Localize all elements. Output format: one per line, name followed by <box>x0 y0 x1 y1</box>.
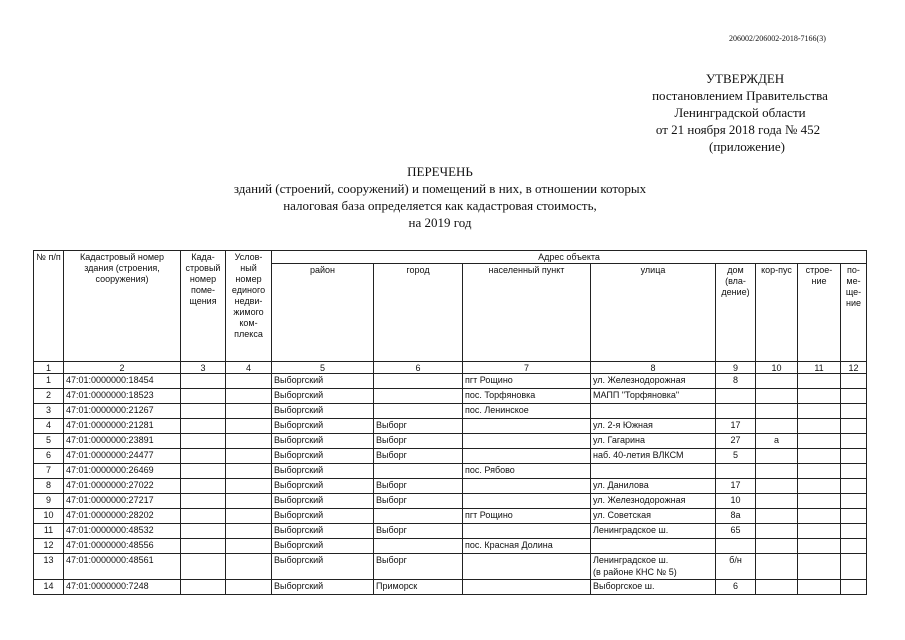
cell-korpus <box>756 524 798 539</box>
column-number: 4 <box>226 362 272 374</box>
cell-room <box>181 539 226 554</box>
cell-street: Выборгское ш. <box>591 580 716 595</box>
approval-block <box>620 70 850 155</box>
cell-district: Выборгский <box>272 374 374 389</box>
cell-district: Выборгский <box>272 554 374 580</box>
cell-stroenie <box>798 509 841 524</box>
cell-cadastral: 47:01:0000000:26469 <box>64 464 181 479</box>
cell-street: ул. Железнодорожная <box>591 374 716 389</box>
cell-street: Ленинградское ш. <box>591 524 716 539</box>
cell-conditional <box>226 419 272 434</box>
cell-pomeshchenie <box>841 494 867 509</box>
title-line: ПЕРЕЧЕНЬ <box>407 164 473 179</box>
cell-korpus <box>756 554 798 580</box>
cell-pomeshchenie <box>841 434 867 449</box>
cell-pomeshchenie <box>841 509 867 524</box>
cell-district: Выборгский <box>272 539 374 554</box>
cell-korpus <box>756 539 798 554</box>
cell-conditional <box>226 580 272 595</box>
approval-line: постановлением Правительства <box>652 88 828 103</box>
cell-stroenie <box>798 449 841 464</box>
cell-num: 13 <box>34 554 64 580</box>
approval-line: (приложение) <box>708 139 785 154</box>
cell-settlement: пос. Торфяновка <box>463 389 591 404</box>
cell-room <box>181 524 226 539</box>
cell-stroenie <box>798 479 841 494</box>
cell-room <box>181 449 226 464</box>
cell-house <box>716 389 756 404</box>
cell-num: 10 <box>34 509 64 524</box>
cell-num: 8 <box>34 479 64 494</box>
table-row <box>34 374 867 389</box>
cell-house: 65 <box>716 524 756 539</box>
street-line-note: (в районе КНС № 5) <box>593 567 677 577</box>
cell-street <box>591 404 716 419</box>
cell-pomeshchenie <box>841 449 867 464</box>
cell-korpus <box>756 404 798 419</box>
cell-num: 11 <box>34 524 64 539</box>
cell-district: Выборгский <box>272 389 374 404</box>
cell-conditional <box>226 434 272 449</box>
cell-district: Выборгский <box>272 509 374 524</box>
cell-city <box>374 374 463 389</box>
cell-room <box>181 464 226 479</box>
header-cadastral-building: Кадастровый номер здания (строения, сооружения) <box>64 251 181 362</box>
cell-cadastral: 47:01:0000000:18523 <box>64 389 181 404</box>
cell-district: Выборгский <box>272 524 374 539</box>
cell-cadastral: 47:01:0000000:48532 <box>64 524 181 539</box>
cell-settlement: пгт Рощино <box>463 374 591 389</box>
cell-stroenie <box>798 374 841 389</box>
cell-conditional <box>226 524 272 539</box>
cell-room <box>181 389 226 404</box>
cell-conditional <box>226 539 272 554</box>
table-row <box>34 419 867 434</box>
cell-cadastral: 47:01:0000000:48561 <box>64 554 181 580</box>
cell-city <box>374 404 463 419</box>
cell-settlement: пос. Ленинское <box>463 404 591 419</box>
cell-stroenie <box>798 404 841 419</box>
table-row <box>34 404 867 419</box>
cell-pomeshchenie <box>841 479 867 494</box>
cell-room <box>181 580 226 595</box>
column-number: 12 <box>841 362 867 374</box>
cell-num: 3 <box>34 404 64 419</box>
table-row <box>34 389 867 404</box>
cell-conditional <box>226 554 272 580</box>
cell-num: 4 <box>34 419 64 434</box>
cell-korpus <box>756 580 798 595</box>
cell-city: Выборг <box>374 419 463 434</box>
cell-settlement <box>463 419 591 434</box>
cell-conditional <box>226 389 272 404</box>
table-row <box>34 479 867 494</box>
cell-settlement: пос. Красная Долина <box>463 539 591 554</box>
cell-pomeshchenie <box>841 539 867 554</box>
table-row <box>34 580 867 595</box>
cell-stroenie <box>798 524 841 539</box>
cell-korpus <box>756 479 798 494</box>
cell-settlement: пос. Рябово <box>463 464 591 479</box>
column-number: 7 <box>463 362 591 374</box>
table-row <box>34 434 867 449</box>
header-stroenie: строе-ние <box>798 264 841 362</box>
cell-city: Выборг <box>374 449 463 464</box>
cell-house: 6 <box>716 580 756 595</box>
cell-house: б/н <box>716 554 756 580</box>
cell-house: 10 <box>716 494 756 509</box>
table-row <box>34 539 867 554</box>
cell-room <box>181 554 226 580</box>
title-line: зданий (строений, сооружений) и помещений в них, в отношении которых <box>233 181 647 196</box>
cell-stroenie <box>798 494 841 509</box>
cell-district: Выборгский <box>272 404 374 419</box>
cell-cadastral: 47:01:0000000:18454 <box>64 374 181 389</box>
cell-num: 2 <box>34 389 64 404</box>
cell-pomeshchenie <box>841 389 867 404</box>
cell-house <box>716 404 756 419</box>
column-number-row <box>34 362 867 374</box>
header-settlement: населенный пункт <box>463 264 591 362</box>
cell-conditional <box>226 449 272 464</box>
cell-conditional <box>226 494 272 509</box>
approval-line: УТВЕРЖДЕН <box>705 71 785 86</box>
cell-city: Выборг <box>374 494 463 509</box>
cell-cadastral: 47:01:0000000:23891 <box>64 434 181 449</box>
column-number: 8 <box>591 362 716 374</box>
cell-district: Выборгский <box>272 494 374 509</box>
header-city: город <box>374 264 463 362</box>
cell-city <box>374 509 463 524</box>
header-house: дом (вла-дение) <box>716 264 756 362</box>
cell-cadastral: 47:01:0000000:21267 <box>64 404 181 419</box>
cell-num: 1 <box>34 374 64 389</box>
cell-settlement <box>463 554 591 580</box>
cell-settlement <box>463 580 591 595</box>
cell-room <box>181 479 226 494</box>
cell-room <box>181 494 226 509</box>
header-pomeshchenie: по-ме-ще-ние <box>841 264 867 362</box>
cell-house <box>716 539 756 554</box>
cell-num: 12 <box>34 539 64 554</box>
approval-line: Ленинградской области <box>674 105 806 120</box>
cell-room <box>181 404 226 419</box>
cell-korpus <box>756 494 798 509</box>
header-num: № п/п <box>34 251 64 362</box>
cell-street: ул. 2-я Южная <box>591 419 716 434</box>
document-title <box>180 163 700 231</box>
cell-cadastral: 47:01:0000000:28202 <box>64 509 181 524</box>
cell-pomeshchenie <box>841 524 867 539</box>
cell-pomeshchenie <box>841 464 867 479</box>
title-line: налоговая база определяется как кадастровая стоимость, <box>283 198 597 213</box>
cell-cadastral: 47:01:0000000:24477 <box>64 449 181 464</box>
header-conditional-number: Услов-ный номер единого недви-жимого ком-плекса <box>226 251 272 362</box>
cell-street <box>591 539 716 554</box>
cell-district: Выборгский <box>272 580 374 595</box>
cell-pomeshchenie <box>841 419 867 434</box>
column-number: 10 <box>756 362 798 374</box>
header-cadastral-room: Када-стровый номер поме-щения <box>181 251 226 362</box>
cell-conditional <box>226 464 272 479</box>
cell-settlement: пгт Рощино <box>463 509 591 524</box>
column-number: 5 <box>272 362 374 374</box>
cell-num: 14 <box>34 580 64 595</box>
cell-conditional <box>226 374 272 389</box>
table-row <box>34 449 867 464</box>
cell-korpus <box>756 419 798 434</box>
cell-cadastral: 47:01:0000000:21281 <box>64 419 181 434</box>
column-number: 3 <box>181 362 226 374</box>
cell-korpus <box>756 509 798 524</box>
cell-street: ул. Гагарина <box>591 434 716 449</box>
cell-street <box>591 554 716 580</box>
cell-korpus <box>756 449 798 464</box>
cell-district: Выборгский <box>272 449 374 464</box>
cell-settlement <box>463 524 591 539</box>
column-number: 9 <box>716 362 756 374</box>
cell-city <box>374 464 463 479</box>
cell-stroenie <box>798 554 841 580</box>
cell-city: Выборг <box>374 434 463 449</box>
table-row <box>34 524 867 539</box>
cell-stroenie <box>798 580 841 595</box>
cell-city: Приморск <box>374 580 463 595</box>
cell-conditional <box>226 509 272 524</box>
cell-stroenie <box>798 434 841 449</box>
cell-street: ул. Советская <box>591 509 716 524</box>
cell-city <box>374 389 463 404</box>
cell-cadastral: 47:01:0000000:27217 <box>64 494 181 509</box>
cell-korpus <box>756 464 798 479</box>
table-row <box>34 509 867 524</box>
cell-korpus: а <box>756 434 798 449</box>
header-address: Адрес объекта <box>272 251 867 264</box>
cell-district: Выборгский <box>272 479 374 494</box>
cell-korpus <box>756 374 798 389</box>
cell-cadastral: 47:01:0000000:48556 <box>64 539 181 554</box>
cell-city <box>374 539 463 554</box>
cell-house: 5 <box>716 449 756 464</box>
cell-num: 7 <box>34 464 64 479</box>
table-row <box>34 464 867 479</box>
cell-stroenie <box>798 539 841 554</box>
cell-room <box>181 434 226 449</box>
cell-district: Выборгский <box>272 464 374 479</box>
cell-settlement <box>463 479 591 494</box>
cell-room <box>181 419 226 434</box>
column-number: 11 <box>798 362 841 374</box>
cell-room <box>181 509 226 524</box>
title-line: на 2019 год <box>408 215 472 230</box>
cell-street: ул. Железнодорожная <box>591 494 716 509</box>
cell-korpus <box>756 389 798 404</box>
cell-pomeshchenie <box>841 580 867 595</box>
header-korpus: кор-пус <box>756 264 798 362</box>
column-number: 2 <box>64 362 181 374</box>
cell-house: 8а <box>716 509 756 524</box>
approval-line: от 21 ноября 2018 года № 452 <box>655 122 821 137</box>
table-row <box>34 554 867 580</box>
cell-pomeshchenie <box>841 374 867 389</box>
cell-settlement <box>463 449 591 464</box>
cell-cadastral: 47:01:0000000:7248 <box>64 580 181 595</box>
cell-district: Выборгский <box>272 434 374 449</box>
cell-conditional <box>226 479 272 494</box>
cell-num: 5 <box>34 434 64 449</box>
cell-city: Выборг <box>374 554 463 580</box>
table-row <box>34 494 867 509</box>
cell-pomeshchenie <box>841 404 867 419</box>
document-id: 206002/206002-2018-7166(3) <box>729 34 826 43</box>
cell-settlement <box>463 494 591 509</box>
cell-settlement <box>463 434 591 449</box>
cell-house: 8 <box>716 374 756 389</box>
objects-table <box>33 250 867 595</box>
cell-cadastral: 47:01:0000000:27022 <box>64 479 181 494</box>
cell-num: 6 <box>34 449 64 464</box>
cell-room <box>181 374 226 389</box>
cell-street <box>591 464 716 479</box>
cell-conditional <box>226 404 272 419</box>
cell-stroenie <box>798 389 841 404</box>
cell-house: 17 <box>716 419 756 434</box>
cell-num: 9 <box>34 494 64 509</box>
cell-city: Выборг <box>374 524 463 539</box>
header-district: район <box>272 264 374 362</box>
cell-stroenie <box>798 464 841 479</box>
cell-pomeshchenie <box>841 554 867 580</box>
header-street: улица <box>591 264 716 362</box>
column-number: 1 <box>34 362 64 374</box>
cell-city: Выборг <box>374 479 463 494</box>
cell-house <box>716 464 756 479</box>
cell-house: 27 <box>716 434 756 449</box>
cell-district: Выборгский <box>272 419 374 434</box>
cell-street: МАПП "Торфяновка" <box>591 389 716 404</box>
cell-street: наб. 40-летия ВЛКСМ <box>591 449 716 464</box>
cell-house: 17 <box>716 479 756 494</box>
cell-stroenie <box>798 419 841 434</box>
cell-street: ул. Данилова <box>591 479 716 494</box>
column-number: 6 <box>374 362 463 374</box>
street-line: Ленинградское ш. <box>593 555 669 565</box>
